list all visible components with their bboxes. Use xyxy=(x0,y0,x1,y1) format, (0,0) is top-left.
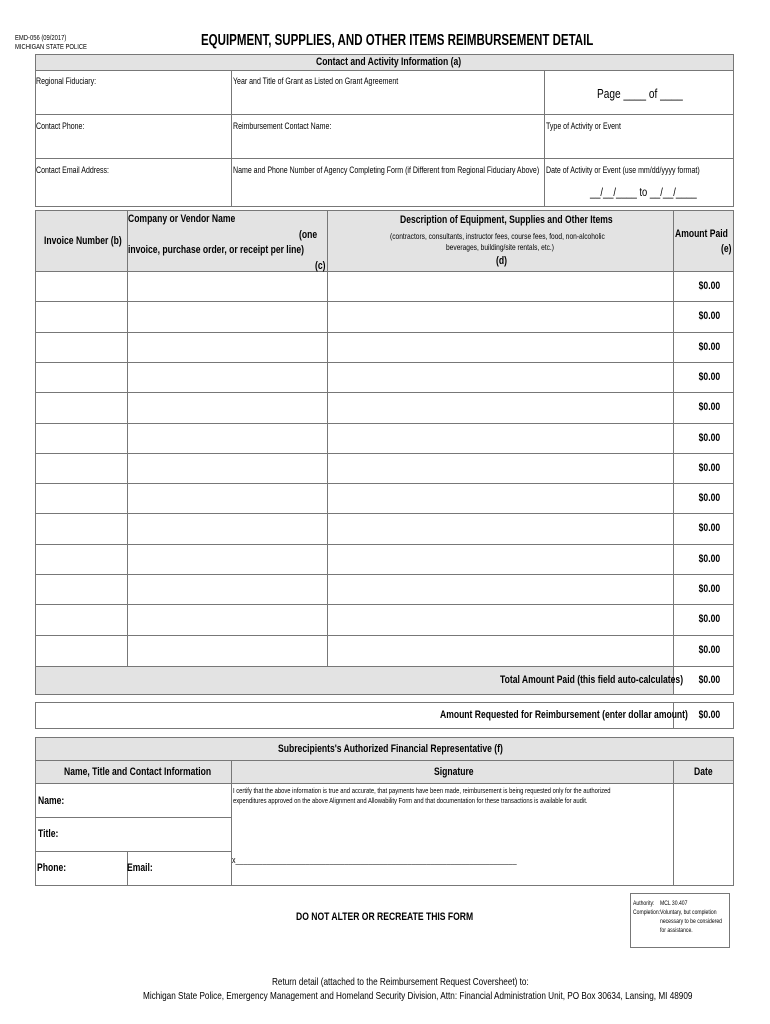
row-amount[interactable]: $0.00 xyxy=(698,461,721,474)
row-divider xyxy=(35,362,734,363)
row-divider xyxy=(35,301,734,302)
row-amount[interactable]: $0.00 xyxy=(698,522,721,535)
title-label[interactable]: Title: xyxy=(38,828,59,840)
total-amount: $0.00 xyxy=(698,674,721,686)
certify-text-2: expenditures approved on the above Alignment and Allowability Form and that documentation for these transactions is available for audit. xyxy=(233,796,588,805)
completion-label: Completion: xyxy=(633,909,661,916)
form-code: EMD-056 (09/2017) xyxy=(15,33,67,42)
rep-col-signature: Signature xyxy=(434,766,474,778)
return-text-1: Return detail (attached to the Reimbursement Request Coversheet) to: xyxy=(272,976,529,988)
completion-value-3: for assistance. xyxy=(660,927,693,934)
row-divider xyxy=(35,604,734,605)
col-desc-header: Description of Equipment, Supplies and Other Items xyxy=(400,214,613,226)
row-amount[interactable]: $0.00 xyxy=(698,643,721,656)
total-label: Total Amount Paid (this field auto-calculates) xyxy=(500,674,684,686)
completion-value-1: Voluntary, but completion xyxy=(660,909,717,916)
col-desc-header-2: (contractors, consultants, instructor fees, course fees, food, non-alcoholic xyxy=(390,231,605,241)
signature-line[interactable]: x________________________________________________________________________ xyxy=(232,855,517,865)
row-divider xyxy=(35,453,734,454)
contact-header: Contact and Activity Information (a) xyxy=(316,56,462,68)
row-divider xyxy=(35,392,734,393)
row-divider xyxy=(35,574,734,575)
rep-header: Subrecipients's Authorized Financial Representative (f) xyxy=(278,743,503,755)
col-desc-header-3: beverages, building/site rentals, etc.) xyxy=(446,242,554,252)
row-divider xyxy=(35,332,734,333)
row-divider xyxy=(35,423,734,424)
authority-label: Authority: xyxy=(633,900,655,907)
year-title-label: Year and Title of Grant as Listed on Grant Agreement xyxy=(233,76,399,86)
requested-amount[interactable]: $0.00 xyxy=(698,709,721,721)
row-divider xyxy=(35,635,734,636)
row-amount[interactable]: $0.00 xyxy=(698,613,721,626)
return-text-2: Michigan State Police, Emergency Management and Homeland Security Division, Attn: Financial Administration Unit, PO Box 30634, Lansing, MI 48909 xyxy=(143,990,693,1002)
type-activity-label: Type of Activity or Event xyxy=(546,121,621,131)
contact-phone-label: Contact Phone: xyxy=(36,121,85,131)
row-amount[interactable]: $0.00 xyxy=(698,310,721,323)
row-amount[interactable]: $0.00 xyxy=(698,552,721,565)
date-range-field[interactable]: __/__/____ to __/__/____ xyxy=(590,185,697,199)
col-vendor-header: Company or Vendor Name xyxy=(128,213,236,225)
row-amount[interactable]: $0.00 xyxy=(698,431,721,444)
page-of-field[interactable]: Page ____ of ____ xyxy=(597,86,683,101)
col-vendor-header-3: invoice, purchase order, or receipt per line) xyxy=(128,244,304,256)
do-not-alter-notice: DO NOT ALTER OR RECREATE THIS FORM xyxy=(296,911,474,923)
row-divider xyxy=(35,483,734,484)
regional-fiduciary-label: Regional Fiduciary: xyxy=(36,76,97,86)
row-amount[interactable]: $0.00 xyxy=(698,340,721,353)
row-amount[interactable]: $0.00 xyxy=(698,370,721,383)
col-desc-header-4: (d) xyxy=(496,255,507,267)
row-divider xyxy=(35,513,734,514)
row-amount[interactable]: $0.00 xyxy=(698,280,721,292)
col-vendor-header-4: (c) xyxy=(315,260,326,272)
rep-col-date: Date xyxy=(694,766,713,778)
completion-value-2: necessary to be considered xyxy=(660,918,723,925)
row-amount[interactable]: $0.00 xyxy=(698,492,721,505)
email-label[interactable]: Email: xyxy=(127,862,153,874)
phone-label[interactable]: Phone: xyxy=(37,862,67,874)
date-activity-label: Date of Activity or Event (use mm/dd/yyyy format) xyxy=(546,165,700,175)
col-amount-header: Amount Paid xyxy=(675,228,728,240)
col-vendor-header-2: (one xyxy=(299,229,318,241)
rep-col-name: Name, Title and Contact Information xyxy=(64,766,212,778)
requested-label: Amount Requested for Reimbursement (enter dollar amount) xyxy=(440,709,688,721)
agency-completing-label: Name and Phone Number of Agency Completing Form (if Different from Regional Fiduciary Above) xyxy=(233,165,540,175)
col-invoice-header: Invoice Number (b) xyxy=(44,235,122,247)
reimbursement-contact-label: Reimbursement Contact Name: xyxy=(233,121,332,131)
row-amount[interactable]: $0.00 xyxy=(698,583,721,595)
contact-email-label: Contact Email Address: xyxy=(36,165,109,175)
row-divider xyxy=(35,544,734,545)
form-title: EQUIPMENT, SUPPLIES, AND OTHER ITEMS REIMBURSEMENT DETAIL xyxy=(201,32,594,49)
row-amount[interactable]: $0.00 xyxy=(698,401,721,414)
name-label[interactable]: Name: xyxy=(38,795,65,807)
agency-name: MICHIGAN STATE POLICE xyxy=(15,42,87,51)
col-amount-header-2: (e) xyxy=(721,243,732,255)
certify-text-1: I certify that the above information is true and accurate, that payments have been made, reimbursement is being requested only for the authorized xyxy=(233,786,611,795)
authority-value: MCL 30.407 xyxy=(660,900,688,907)
